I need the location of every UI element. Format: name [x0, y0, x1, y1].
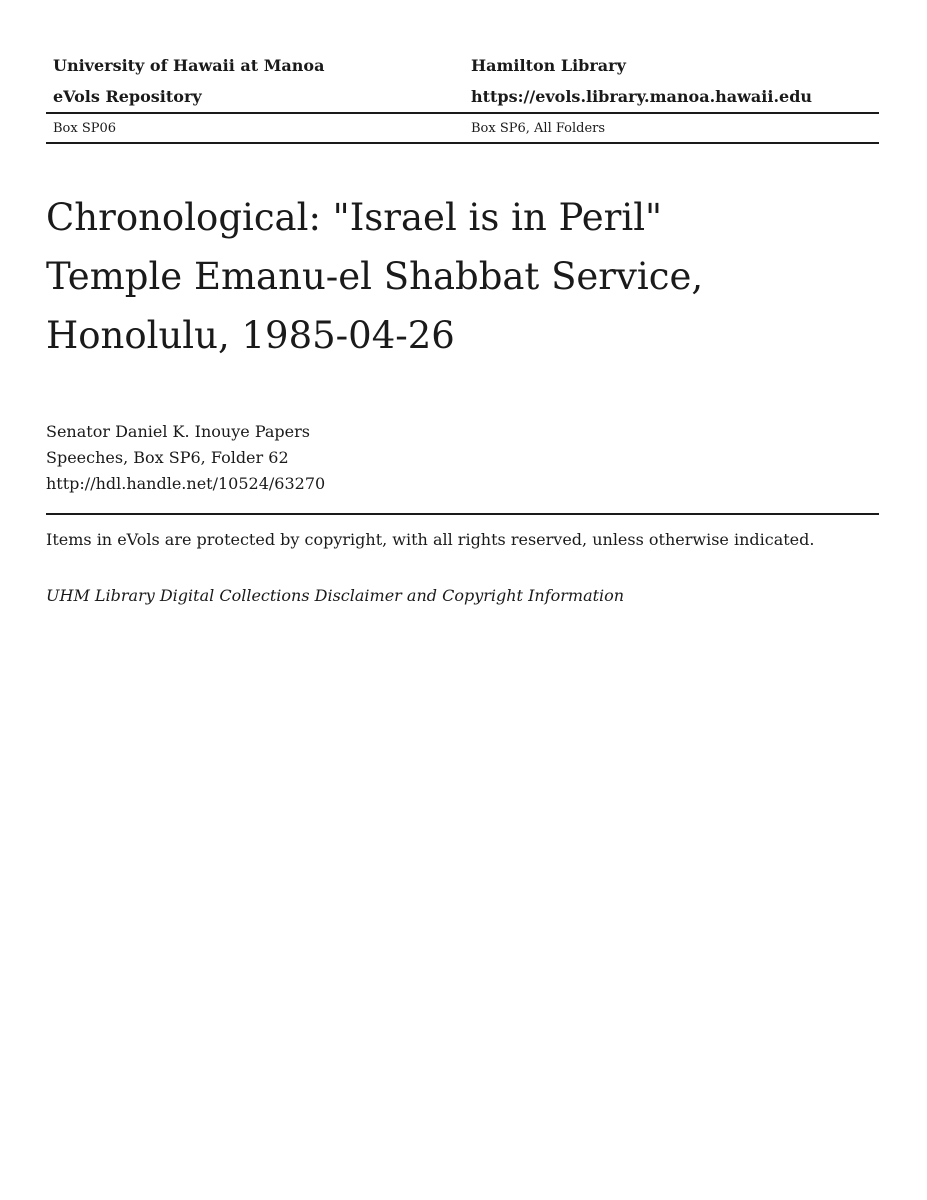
header-box-row: [46, 114, 879, 142]
collection-name: Senator Daniel K. Inouye Papers: [46, 422, 310, 441]
document-header: [46, 50, 879, 144]
title-line-2: Temple Emanu-el Shabbat Service,: [46, 255, 704, 298]
copyright-notice: Items in eVols are protected by copyright, with all rights reserved, unless otherwise indicated.: [46, 530, 815, 549]
library-name: Hamilton Library: [471, 56, 626, 75]
footer-divider: [46, 513, 879, 515]
box-label-left: Box SP06: [53, 120, 117, 136]
folder-location: Speeches, Box SP6, Folder 62: [46, 448, 289, 467]
header-bottom-divider: [46, 142, 879, 144]
handle-link[interactable]: http://hdl.handle.net/10524/63270: [46, 474, 326, 493]
repository-name: eVols Repository: [53, 87, 202, 106]
disclaimer-link[interactable]: UHM Library Digital Collections Disclaimer and Copyright Information: [46, 586, 625, 605]
title-line-3: Honolulu, 1985-04-26: [46, 314, 455, 357]
repository-url-link[interactable]: https://evols.library.manoa.hawaii.edu: [471, 87, 813, 106]
box-label-right: Box SP6, All Folders: [471, 120, 606, 136]
document-title: [46, 188, 879, 365]
document-metadata: [46, 419, 879, 497]
header-row-2: [46, 81, 879, 112]
institution-name: University of Hawaii at Manoa: [53, 56, 325, 75]
header-row-1: [46, 50, 879, 81]
title-line-1: Chronological: "Israel is in Peril": [46, 196, 663, 239]
